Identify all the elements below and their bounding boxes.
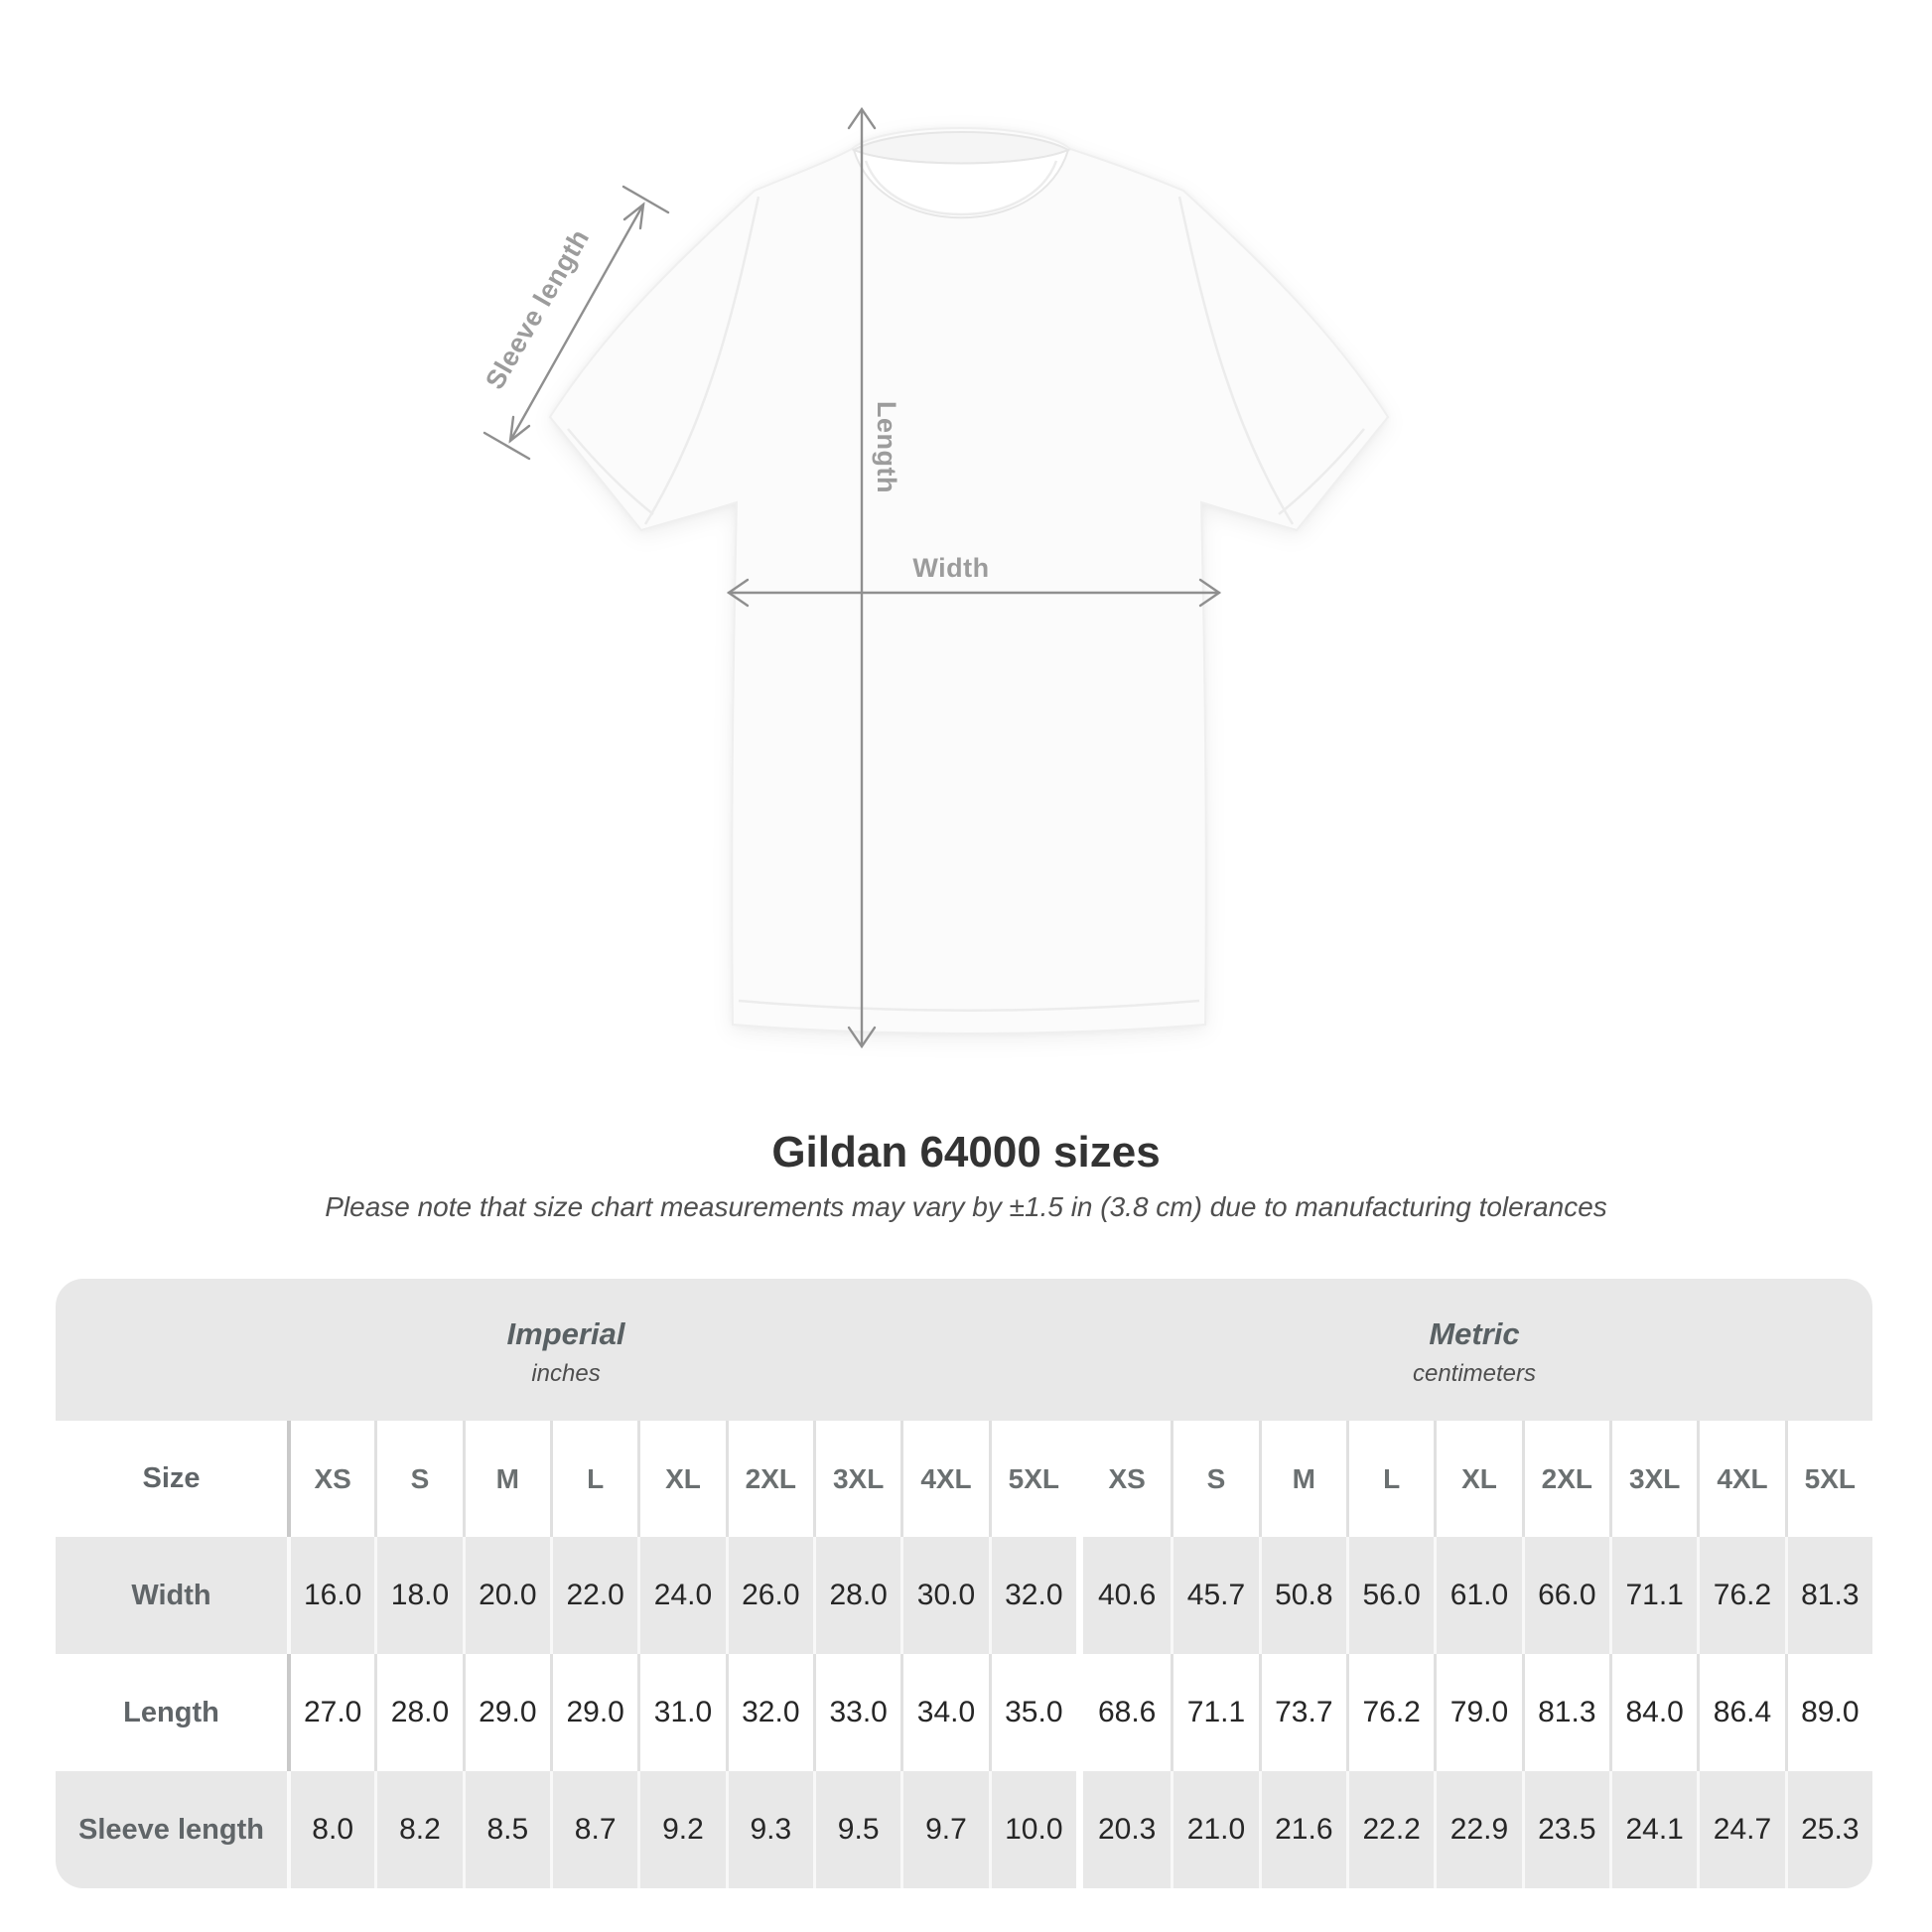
size-header-metric-l: L <box>1346 1421 1434 1537</box>
sleeve-imperial-m: 8.5 <box>463 1771 550 1888</box>
title-block <box>0 1128 1932 1223</box>
length-imperial-s: 28.0 <box>374 1654 462 1771</box>
size-header-metric-xs: XS <box>1108 1462 1146 1494</box>
sleeve-metric-s: 21.0 <box>1171 1771 1258 1888</box>
width-imperial-m: 20.0 <box>463 1537 550 1654</box>
length-imperial-5xl: 35.0 <box>989 1654 1076 1771</box>
row-label-sleeve-length: Sleeve length <box>78 1813 264 1846</box>
metric-header <box>1076 1279 1872 1421</box>
width-imperial-xs: 16.0 <box>287 1537 374 1654</box>
length-metric-4xl: 86.4 <box>1697 1654 1784 1771</box>
size-header-imperial-m: M <box>463 1421 550 1537</box>
sleeve-metric-m: 21.6 <box>1259 1771 1346 1888</box>
width-imperial-xl: 24.0 <box>637 1537 725 1654</box>
length-imperial-m: 29.0 <box>463 1654 550 1771</box>
imperial-header <box>56 1279 1076 1421</box>
page-title: Gildan 64000 sizes <box>771 1128 1161 1176</box>
width-imperial-5xl: 32.0 <box>989 1537 1076 1654</box>
size-header-metric-xl: XL <box>1434 1421 1521 1537</box>
width-metric-xs: 40.6 <box>1097 1579 1157 1611</box>
row-label-width: Width <box>131 1579 211 1611</box>
width-metric-3xl: 71.1 <box>1609 1537 1697 1654</box>
sleeve-imperial-xl: 9.2 <box>637 1771 725 1888</box>
metric-unit: centimeters <box>1412 1359 1537 1387</box>
imperial-unit: inches <box>531 1359 601 1387</box>
size-header-imperial-2xl: 2XL <box>726 1421 813 1537</box>
sleeve-length-label: Sleeve length <box>480 223 596 395</box>
table-half-divider <box>1076 1654 1083 1771</box>
unit-header-band <box>56 1279 1872 1421</box>
sleeve-imperial-2xl: 9.3 <box>726 1771 813 1888</box>
metric-title: Metric <box>1429 1315 1520 1351</box>
size-header-imperial-l: L <box>550 1421 637 1537</box>
size-header-imperial-4xl: 4XL <box>900 1421 988 1537</box>
sleeve-metric-xs: 20.3 <box>1097 1813 1157 1846</box>
sleeve-imperial-s: 8.2 <box>374 1771 462 1888</box>
sleeve-imperial-3xl: 9.5 <box>813 1771 900 1888</box>
size-header-imperial-xs: XS <box>287 1421 374 1537</box>
length-label: Length <box>872 401 901 493</box>
size-header-metric-4xl: 4XL <box>1697 1421 1784 1537</box>
size-header-metric-5xl: 5XL <box>1785 1421 1872 1537</box>
row-label-length: Length <box>123 1696 219 1728</box>
size-header-metric-3xl: 3XL <box>1609 1421 1697 1537</box>
table-row-width <box>56 1537 1872 1654</box>
size-table <box>56 1279 1872 1888</box>
size-header-imperial-s: S <box>374 1421 462 1537</box>
length-imperial-4xl: 34.0 <box>900 1654 988 1771</box>
size-header-row <box>56 1421 1872 1537</box>
table-row-sleeve-length <box>56 1771 1872 1888</box>
length-metric-2xl: 81.3 <box>1522 1654 1609 1771</box>
tolerance-note: Please note that size chart measurements may vary by ±1.5 in (3.8 cm) due to manufacturing tolerances <box>325 1191 1607 1222</box>
length-metric-xl: 79.0 <box>1434 1654 1521 1771</box>
width-metric-l: 56.0 <box>1346 1537 1434 1654</box>
sleeve-imperial-4xl: 9.7 <box>900 1771 988 1888</box>
length-metric-l: 76.2 <box>1346 1654 1434 1771</box>
length-imperial-xl: 31.0 <box>637 1654 725 1771</box>
sleeve-metric-4xl: 24.7 <box>1697 1771 1784 1888</box>
sleeve-metric-2xl: 23.5 <box>1522 1771 1609 1888</box>
sleeve-metric-l: 22.2 <box>1346 1771 1434 1888</box>
width-imperial-l: 22.0 <box>550 1537 637 1654</box>
size-column-header: Size <box>142 1462 201 1494</box>
width-metric-s: 45.7 <box>1171 1537 1258 1654</box>
length-imperial-2xl: 32.0 <box>726 1654 813 1771</box>
size-header-metric-s: S <box>1171 1421 1258 1537</box>
width-imperial-2xl: 26.0 <box>726 1537 813 1654</box>
width-label: Width <box>912 553 990 583</box>
width-imperial-3xl: 28.0 <box>813 1537 900 1654</box>
table-half-divider <box>1076 1537 1083 1654</box>
sleeve-metric-5xl: 25.3 <box>1785 1771 1872 1888</box>
imperial-title: Imperial <box>506 1315 625 1351</box>
length-imperial-3xl: 33.0 <box>813 1654 900 1771</box>
length-metric-m: 73.7 <box>1259 1654 1346 1771</box>
width-imperial-s: 18.0 <box>374 1537 462 1654</box>
length-metric-xs: 68.6 <box>1097 1696 1157 1728</box>
length-metric-5xl: 89.0 <box>1785 1654 1872 1771</box>
sleeve-metric-3xl: 24.1 <box>1609 1771 1697 1888</box>
size-header-metric-2xl: 2XL <box>1522 1421 1609 1537</box>
sleeve-imperial-5xl: 10.0 <box>989 1771 1076 1888</box>
sleeve-imperial-xs: 8.0 <box>287 1771 374 1888</box>
width-metric-xl: 61.0 <box>1434 1537 1521 1654</box>
width-metric-4xl: 76.2 <box>1697 1537 1784 1654</box>
size-header-imperial-5xl: 5XL <box>989 1421 1076 1537</box>
size-header-imperial-3xl: 3XL <box>813 1421 900 1537</box>
table-half-divider <box>1076 1771 1083 1888</box>
size-header-imperial-xl: XL <box>637 1421 725 1537</box>
length-metric-s: 71.1 <box>1171 1654 1258 1771</box>
width-imperial-4xl: 30.0 <box>900 1537 988 1654</box>
length-imperial-l: 29.0 <box>550 1654 637 1771</box>
width-metric-5xl: 81.3 <box>1785 1537 1872 1654</box>
sleeve-metric-xl: 22.9 <box>1434 1771 1521 1888</box>
sleeve-imperial-l: 8.7 <box>550 1771 637 1888</box>
table-half-divider <box>1076 1421 1083 1537</box>
size-header-metric-m: M <box>1259 1421 1346 1537</box>
length-metric-3xl: 84.0 <box>1609 1654 1697 1771</box>
table-row-length <box>56 1654 1872 1771</box>
width-metric-2xl: 66.0 <box>1522 1537 1609 1654</box>
width-metric-m: 50.8 <box>1259 1537 1346 1654</box>
length-imperial-xs: 27.0 <box>287 1654 374 1771</box>
